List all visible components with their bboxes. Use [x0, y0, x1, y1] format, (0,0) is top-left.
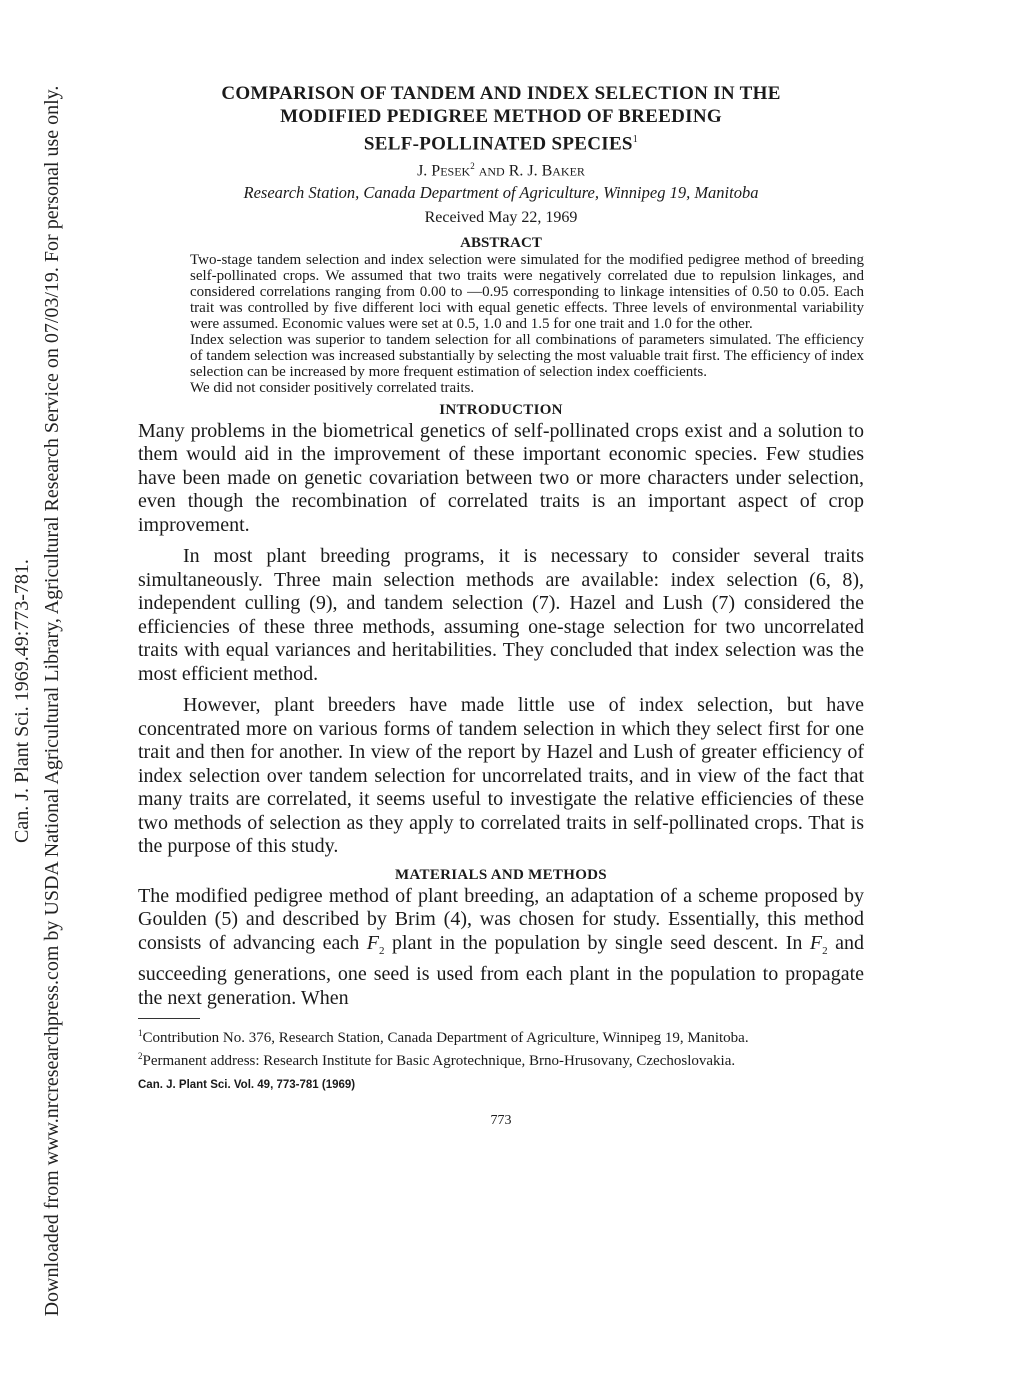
- author-footnote-mark: 2: [470, 161, 475, 172]
- abstract: [190, 252, 864, 396]
- footnote-2: $^2$Permanent address: Research Institute for Basic Agrotechnique, Brno-Hrusovany, Czechoslovakia.: [138, 1051, 736, 1070]
- body-paragraph: The modified pedigree method of plant breeding, an adaptation of a scheme proposed by Goulden (5) and described by Brim (4), was chosen for study. Essentially, this method consists of advancing each $F_2$ plant in the population by single seed descent. In $F_2$ and succeeding generations, one seed is used from each plant in the population to propagate the next generation. When: [138, 884, 864, 1009]
- abstract-paragraph: Index selection was superior to tandem selection for all combinations of parameters simulated. The efficiency of tandem selection was increased substantially by selecting the most valuable trait first. The efficiency of index selection can be increased by more frequent estimation of selection index coefficients.: [190, 331, 864, 380]
- journal-reference: Can. J. Plant Sci. Vol. 49, 773-781 (1969): [138, 1079, 356, 1092]
- footnote-1: $^1$Contribution No. 376, Research Station, Canada Department of Agriculture, Winnipeg 19, Manitoba.: [138, 1028, 749, 1047]
- page-number: 773: [490, 1113, 512, 1129]
- side-watermark: [7, 51, 69, 1351]
- watermark-download-notice: Downloaded from www.nrcresearchpress.com by USDA National Agricultural Library, Agricultural Research Service on 07/03/19. For personal use only.: [41, 85, 63, 1317]
- title-footnote-mark: 1: [632, 134, 639, 145]
- introduction-heading: INTRODUCTION: [439, 401, 563, 418]
- body-paragraph: Many problems in the biometrical genetics of self-pollinated crops exist and a solution to them would aid in the improvement of these important economic species. Few studies have been made on genetic covariation between two or more characters under selection, even though the recombination of correlated traits is an important aspect of crop improvement.: [138, 419, 864, 536]
- footnote-divider: [138, 1018, 200, 1019]
- footnotes: [138, 1025, 864, 1069]
- abstract-paragraph: We did not consider positively correlated traits.: [190, 379, 475, 396]
- abstract-heading: ABSTRACT: [460, 234, 542, 251]
- affiliation: Research Station, Canada Department of Agriculture, Winnipeg 19, Manitoba: [243, 182, 759, 202]
- title-line-1: COMPARISON OF TANDEM AND INDEX SELECTION IN THE: [221, 83, 781, 104]
- methods-body: [138, 885, 864, 1011]
- received-date: Received May 22, 1969: [424, 208, 578, 226]
- title-line-2: MODIFIED PEDIGREE METHOD OF BREEDING: [280, 106, 722, 127]
- watermark-citation: Can. J. Plant Sci. 1969.49:773-781.: [11, 559, 33, 843]
- page: [138, 82, 864, 1129]
- body-paragraph: However, plant breeders have made little use of index selection, but have concentrated more on various forms of tandem selection in which they select first for one trait and then for another. In view of the report by Hazel and Lush of greater efficiency of index selection over tandem selection for uncorrelated traits, and in view of the fact that many traits are correlated, it seems useful to investigate the relative efficiencies of these two methods of selection as they apply to correlated traits in self-pollinated crops. That is the purpose of this study.: [138, 694, 864, 858]
- article-title: [138, 82, 864, 155]
- methods-heading: MATERIALS AND METHODS: [395, 866, 607, 883]
- title-line-3: SELF-POLLINATED SPECIES$^1$: [363, 133, 639, 155]
- authors: J. PESEK$^2$ AND R. J. BAKER: [417, 161, 585, 180]
- introduction-body: [138, 420, 864, 859]
- abstract-paragraph: Two-stage tandem selection and index selection were simulated for the modified pedigree method of breeding self-pollinated crops. We assumed that two traits were negatively correlated due to repulsion linkages, and considered correlations ranging from 0.00 to —0.95 corresponding to linkage intensities of 0.50 to 0.05. Each trait was controlled by five different loci with equal genetic effects. Three levels of environmental variability were assumed. Economic values were set at 0.5, 1.0 and 1.5 for one trait and 1.0 for the other.: [190, 251, 864, 332]
- body-paragraph: In most plant breeding programs, it is necessary to consider several traits simultaneously. Three main selection methods are available: index selection (6, 8), independent culling (9), and tandem selection (7). Hazel and Lush (7) considered the efficiencies of these three methods, assuming one-stage selection for two uncorrelated traits with equal variances and heritabilities. They concluded that index selection was the most efficient method.: [138, 545, 864, 685]
